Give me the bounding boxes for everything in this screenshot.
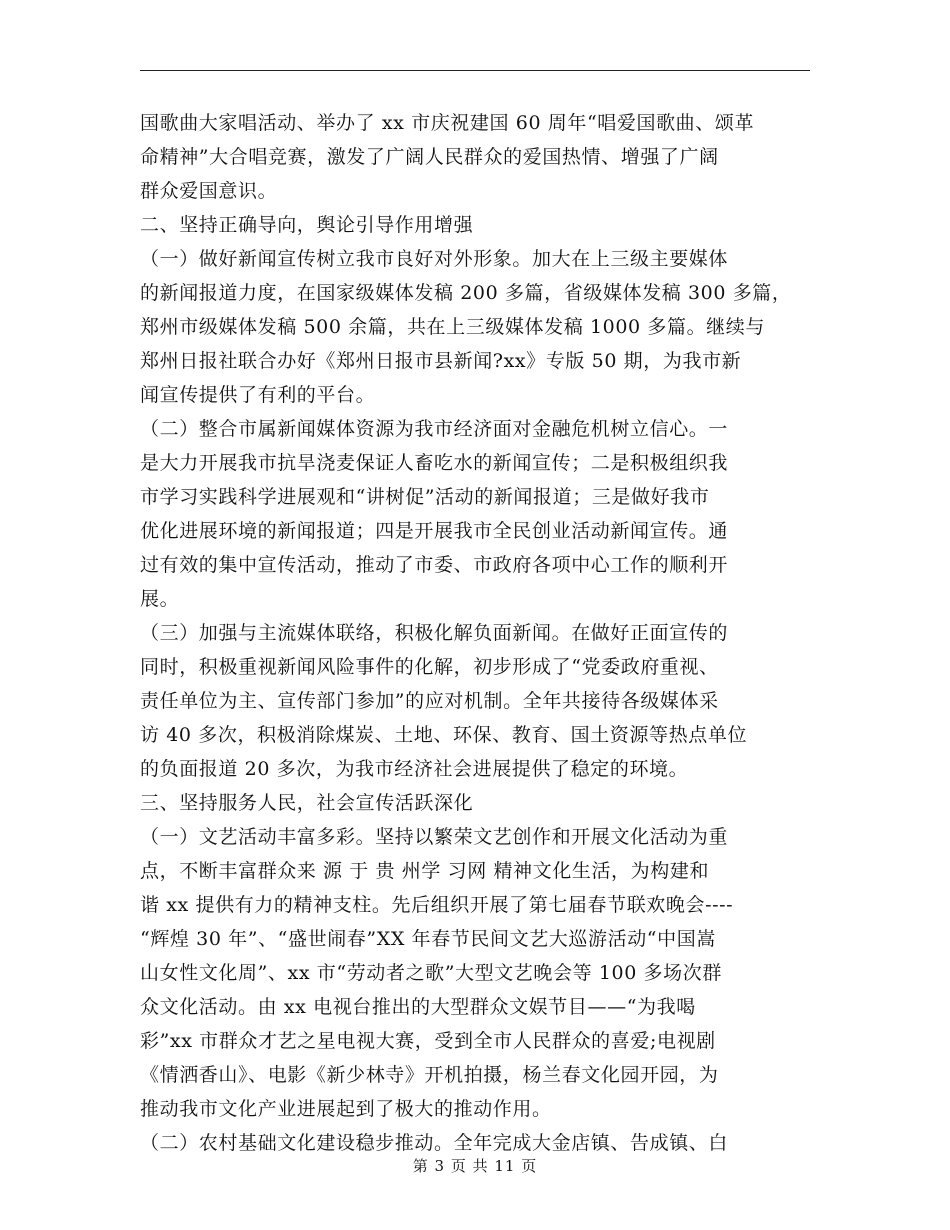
text-line: 命精神”大合唱竞赛，激发了广阔人民群众的爱国热情、增强了广阔 — [140, 146, 719, 168]
text-line: 的新闻报道力度，在国家级媒体发稿 200 多篇，省级媒体发稿 300 多篇， — [140, 282, 792, 304]
text-line: 的负面报道 20 多次，为我市经济社会进展提供了稳定的环境。 — [140, 758, 689, 780]
text-line: 优化进展环境的新闻报道；四是开展我市全民创业活动新闻宣传。通 — [140, 520, 729, 542]
section-heading: 二、坚持正确导向，舆论引导作用增强 — [140, 214, 474, 236]
text-line: （三）加强与主流媒体联络，积极化解负面新闻。在做好正面宣传的 — [140, 622, 729, 644]
text-line: 过有效的集中宣传活动，推动了市委、市政府各项中心工作的顺利开 — [140, 554, 729, 576]
text-line: 国歌曲大家唱活动、举办了 xx 市庆祝建国 60 周年“唱爱国歌曲、颂革 — [140, 112, 755, 134]
page-footer: 第 3 页 共 11 页 — [412, 1157, 538, 1175]
text-line: 同时，积极重视新闻风险事件的化解，初步形成了“党委政府重视、 — [140, 656, 719, 678]
header-rule — [140, 70, 810, 71]
text-line: 谐 xx 提供有力的精神支柱。先后组织开展了第七届春节联欢晚会---- — [140, 894, 734, 916]
text-line: （二）农村基础文化建设稳步推动。全年完成大金店镇、告成镇、白 — [140, 1132, 729, 1154]
section-heading: 三、坚持服务人民，社会宣传活跃深化 — [140, 792, 474, 814]
text-line: 山女性文化周”、xx 市“劳动者之歌”大型文艺晚会等 100 多场次群 — [140, 962, 722, 984]
text-line: 郑州日报社联合办好《郑州日报市县新闻?xx》专版 50 期，为我市新 — [140, 350, 742, 372]
text-line: 责任单位为主、宣传部门参加”的应对机制。全年共接待各级媒体采 — [140, 690, 719, 712]
text-line: 众文化活动。由 xx 电视台推出的大型群众文娱节目——“为我喝 — [140, 996, 696, 1018]
text-line: 推动我市文化产业进展起到了极大的推动作用。 — [140, 1098, 552, 1120]
text-line: （一）文艺活动丰富多彩。坚持以繁荣文艺创作和开展文化活动为重 — [140, 826, 729, 848]
text-line: 是大力开展我市抗旱浇麦保证人畜吃水的新闻宣传；二是积极组织我 — [140, 452, 729, 474]
text-line: 展。 — [140, 588, 180, 610]
text-line: “辉煌 30 年”、“盛世闹春”XX 年春节民间文艺大巡游活动“中国嵩 — [140, 928, 716, 950]
text-line: 点，不断丰富群众来 源 于 贵 州学 习网 精神文化生活，为构建和 — [140, 860, 710, 882]
text-line: 闻宣传提供了有利的平台。 — [140, 384, 376, 406]
text-line: 市学习实践科学进展观和“讲树促”活动的新闻报道；三是做好我市 — [140, 486, 710, 508]
text-line: （二）整合市属新闻媒体资源为我市经济面对金融危机树立信心。一 — [140, 418, 729, 440]
text-line: 《情洒香山》、电影《新少林寺》开机拍摄，杨兰春文化园开园，为 — [140, 1064, 719, 1086]
text-line: 郑州市级媒体发稿 500 余篇，共在上三级媒体发稿 1000 多篇。继续与 — [140, 316, 765, 338]
text-line: 彩”xx 市群众才艺之星电视大赛，受到全市人民群众的喜爱;电视剧 — [140, 1030, 716, 1052]
text-line: 群众爱国意识。 — [140, 180, 278, 202]
text-line: （一）做好新闻宣传树立我市良好对外形象。加大在上三级主要媒体 — [140, 248, 729, 270]
document-body — [140, 106, 830, 1160]
text-line: 访 40 多次，积极消除煤炭、土地、环保、教育、国土资源等热点单位 — [140, 724, 748, 746]
